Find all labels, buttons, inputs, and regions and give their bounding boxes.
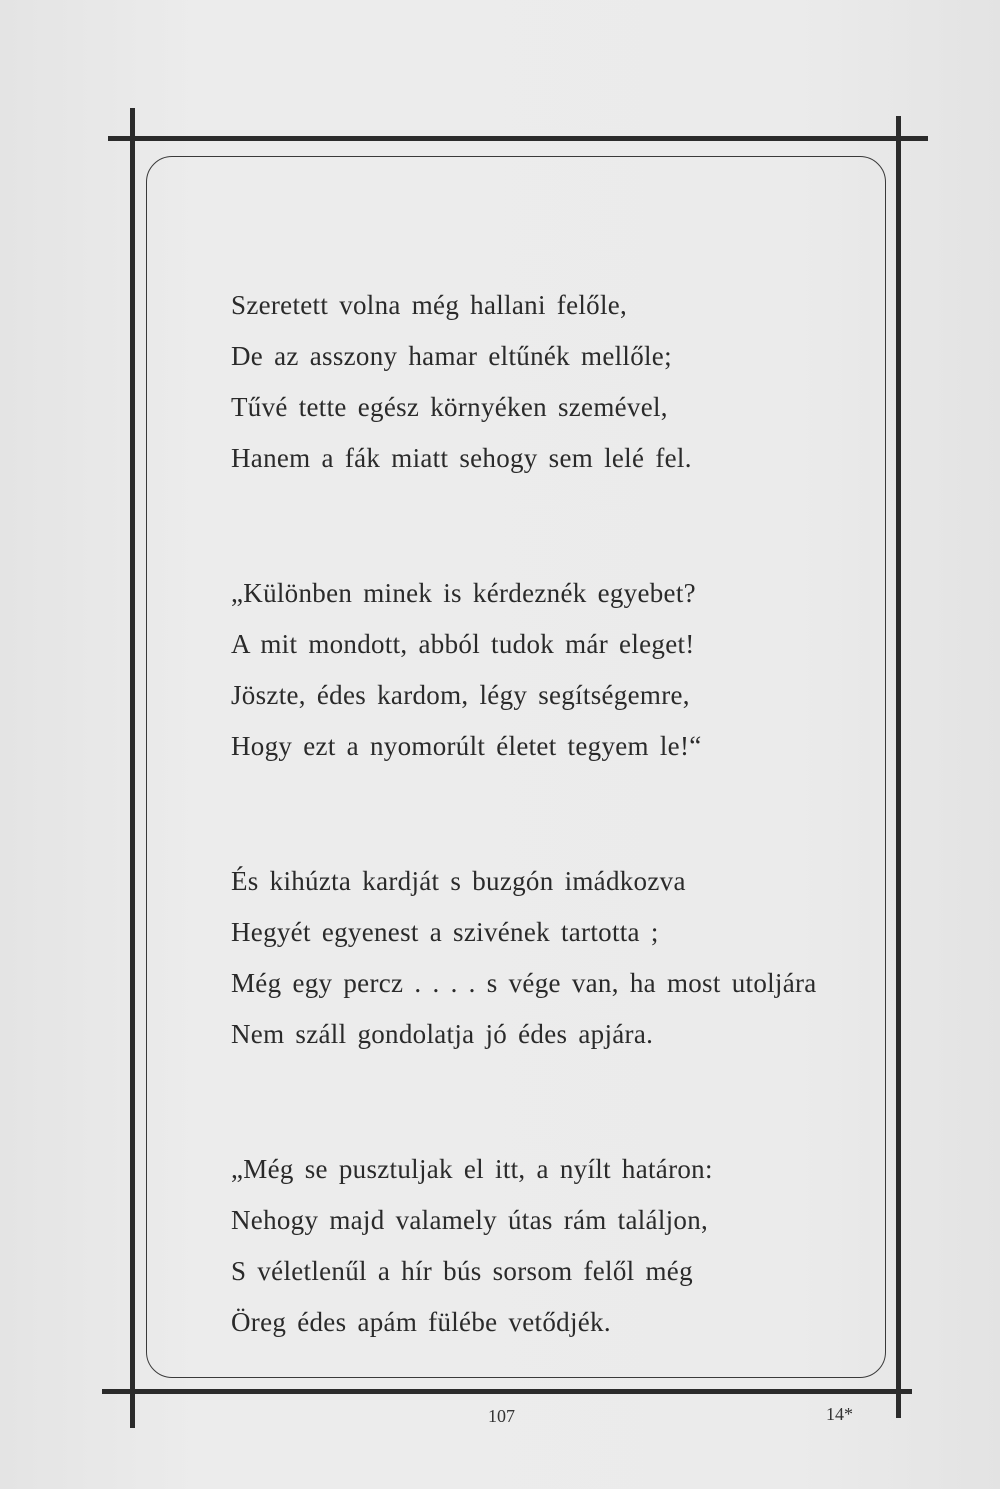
stanza-3 xyxy=(231,856,831,1060)
poem-text xyxy=(231,280,831,1432)
poem-line: Nem száll gondolatja jó édes apjára. xyxy=(231,1019,654,1049)
poem-line: Hegyét egyenest a szivének tartotta ; xyxy=(231,917,659,947)
frame-rule-top xyxy=(108,136,928,141)
frame-rule-left xyxy=(130,108,135,1428)
poem-line: Jöszte, édes kardom, légy segítségemre, xyxy=(231,680,690,710)
stanza-4 xyxy=(231,1144,831,1348)
stanza-1 xyxy=(231,280,831,484)
poem-line: Hogy ezt a nyomorúlt életet tegyem le!“ xyxy=(231,731,702,761)
poem-line: „Még se pusztuljak el itt, a nyílt határon: xyxy=(231,1154,713,1184)
stanza-2 xyxy=(231,568,831,772)
poem-line: Még egy percz . . . . s vége van, ha most utoljára xyxy=(231,968,817,998)
poem-line: Szeretett volna még hallani felőle, xyxy=(231,290,628,320)
poem-line: S véletlenűl a hír bús sorsom felől még xyxy=(231,1256,693,1286)
poem-line: „Különben minek is kérdeznék egyebet? xyxy=(231,578,696,608)
poem-line: A mit mondott, abból tudok már eleget! xyxy=(231,629,695,659)
frame-rule-right xyxy=(896,116,901,1418)
poem-line: És kihúzta kardját s buzgón imádkozva xyxy=(231,866,686,896)
page-number: 107 xyxy=(488,1406,515,1426)
poem-line: De az asszony hamar eltűnék mellőle; xyxy=(231,341,672,371)
signature-mark: 14* xyxy=(826,1404,853,1424)
poem-line: Nehogy majd valamely útas rám találjon, xyxy=(231,1205,709,1235)
poem-line: Tűvé tette egész környéken szemével, xyxy=(231,392,668,422)
poem-line: Hanem a fák miatt sehogy sem lelé fel. xyxy=(231,443,692,473)
poem-line: Öreg édes apám fülébe vetődjék. xyxy=(231,1307,611,1337)
